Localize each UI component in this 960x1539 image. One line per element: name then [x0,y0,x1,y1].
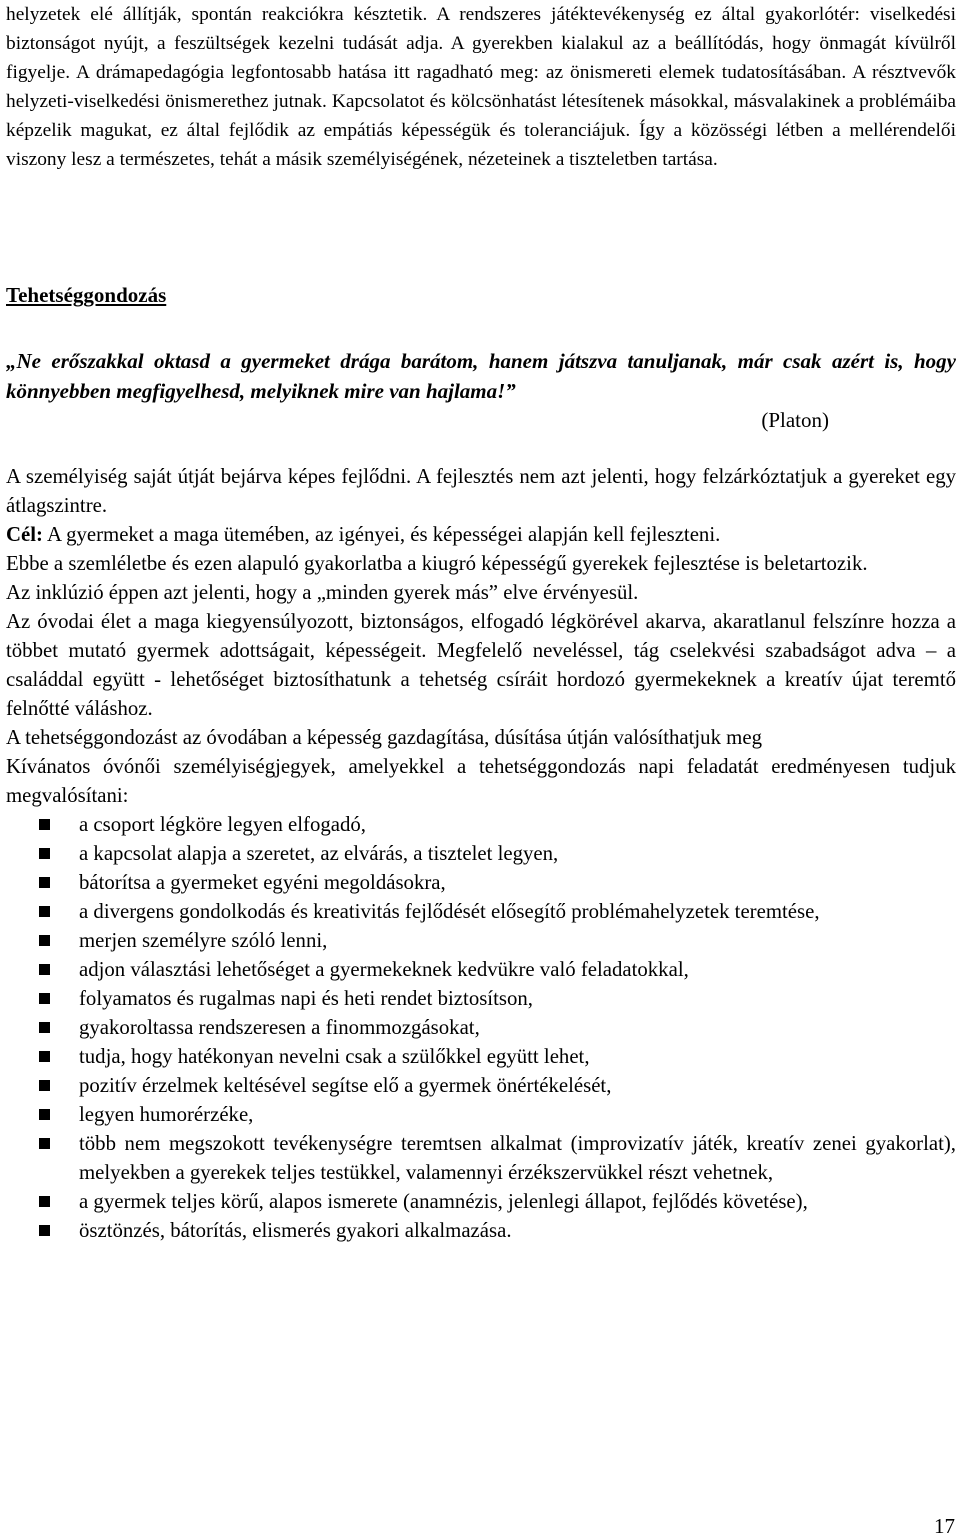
square-bullet-icon [39,877,50,888]
list-item: a kapcsolat alapja a szeretet, az elvárás, a tisztelet legyen, [6,839,956,868]
paragraph: A tehetséggondozást az óvodában a képesség gazdagítása, dúsítása útján valósíthatjuk meg [6,726,762,749]
list-item: ösztönzés, bátorítás, elismerés gyakori alkalmazása. [6,1216,956,1245]
list-item: bátorítsa a gyermeket egyéni megoldásokra, [6,868,956,897]
list-item: pozitív érzelmek keltésével segítse elő a gyermek önértékelését, [6,1071,956,1100]
paragraph: Kívánatos óvónői személyiségjegyek, amelyekkel a tehetséggondozás napi feladatát eredményesen tudjuk megvalósítani: [6,755,956,807]
goal-text: A gyermeket a maga ütemében, az igényei, és képességei alapján kell fejleszteni. [42,523,721,546]
square-bullet-icon [39,1051,50,1062]
square-bullet-icon [39,1022,50,1033]
page-number: 17 [934,1514,955,1538]
square-bullet-icon [39,964,50,975]
square-bullet-icon [39,819,50,830]
bullet-list [6,810,956,1245]
list-item: folyamatos és rugalmas napi és heti rendet biztosítson, [6,984,956,1013]
list-item: merjen személyre szóló lenni, [6,926,956,955]
square-bullet-icon [39,1225,50,1236]
body-text [6,462,956,1245]
list-item: adjon választási lehetőséget a gyermekeknek kedvükre való feladatokkal, [6,955,956,984]
paragraph: A személyiség saját útját bejárva képes fejlődni. A fejlesztés nem azt jelenti, hogy felzárkóztatjuk a gyereket egy átlagszintre. [6,465,956,517]
paragraph: Ebbe a szemléletbe és ezen alapuló gyakorlatba a kiugró képességű gyerekek fejlesztése is beletartozik. [6,552,868,575]
square-bullet-icon [39,935,50,946]
paragraph: Az óvodai élet a maga kiegyensúlyozott, biztonságos, elfogadó légkörével akarva, akaratlanul felszínre hozza a többet mutató gyermek adottságait, képességeit. Megfelelő neveléssel, tág cselekvési szabadságot adva – a családdal együtt - lehetőséget biztosíthatunk a tehetség csíráit hordozó gyermekeknek a kreatív újat teremtő felnőtté váláshoz. [6,610,956,720]
goal-paragraph [6,520,956,549]
list-item: legyen humorérzéke, [6,1100,956,1129]
paragraph: Az inklúzió éppen azt jelenti, hogy a „minden gyerek más” elve érvényesül. [6,581,639,604]
square-bullet-icon [39,1080,50,1091]
list-item: tudja, hogy hatékonyan nevelni csak a szülőkkel együtt lehet, [6,1042,956,1071]
section-heading: Tehetséggondozás [6,283,167,307]
quote-text: „Ne erőszakkal oktasd a gyermeket drága barátom, hanem játszva tanuljanak, már csak azért is, hogy könnyebben megfigyelhesd, melyiknek mire van hajlama!” [6,349,956,403]
list-item: a divergens gondolkodás és kreativitás fejlődését elősegítő problémahelyzetek teremtése, [6,897,956,926]
list-item: több nem megszokott tevékenységre teremtsen alkalmat (improvizatív játék, kreatív zenei gyakorlat), melyekben a gyerekek teljes testükkel, valamennyi érzékszervükkel részt vehetnek, [6,1129,956,1187]
list-item: gyakoroltassa rendszeresen a finommozgásokat, [6,1013,956,1042]
quote-author: (Platon) [761,408,829,432]
intro-paragraph: helyzetek elé állítják, spontán reakciókra késztetik. A rendszeres játéktevékenység ez által gyakorlótér: viselkedési biztonságot nyújt, a feszültségek kezelni tudását adja. A gyerekben kialakul az a beállítódás, hogy önmagát kívülről figyelje. A drámapedagógia legfontosabb hatása itt ragadható meg: az önismereti elemek tudatosításában. A résztvevők helyzeti-viselkedési önismerethez jutnak. Kapcsolatot és kölcsönhatást létesítenek másokkal, másvalakinek a problémáiba képzelik magukat, ez által fejlődik az empátiás képességük és toleranciájuk. Így a közösségi létben a mellérendelői viszony lesz a természetes, tehát a másik személyiségének, nézeteinek a tiszteletben tartása. [6,4,956,170]
square-bullet-icon [39,993,50,1004]
square-bullet-icon [39,848,50,859]
list-item: a csoport légköre legyen elfogadó, [6,810,956,839]
goal-label: Cél: [6,523,43,546]
square-bullet-icon [39,906,50,917]
list-item: a gyermek teljes körű, alapos ismerete (anamnézis, jelenlegi állapot, fejlődés követése), [6,1187,956,1216]
square-bullet-icon [39,1196,50,1207]
square-bullet-icon [39,1138,50,1149]
square-bullet-icon [39,1109,50,1120]
